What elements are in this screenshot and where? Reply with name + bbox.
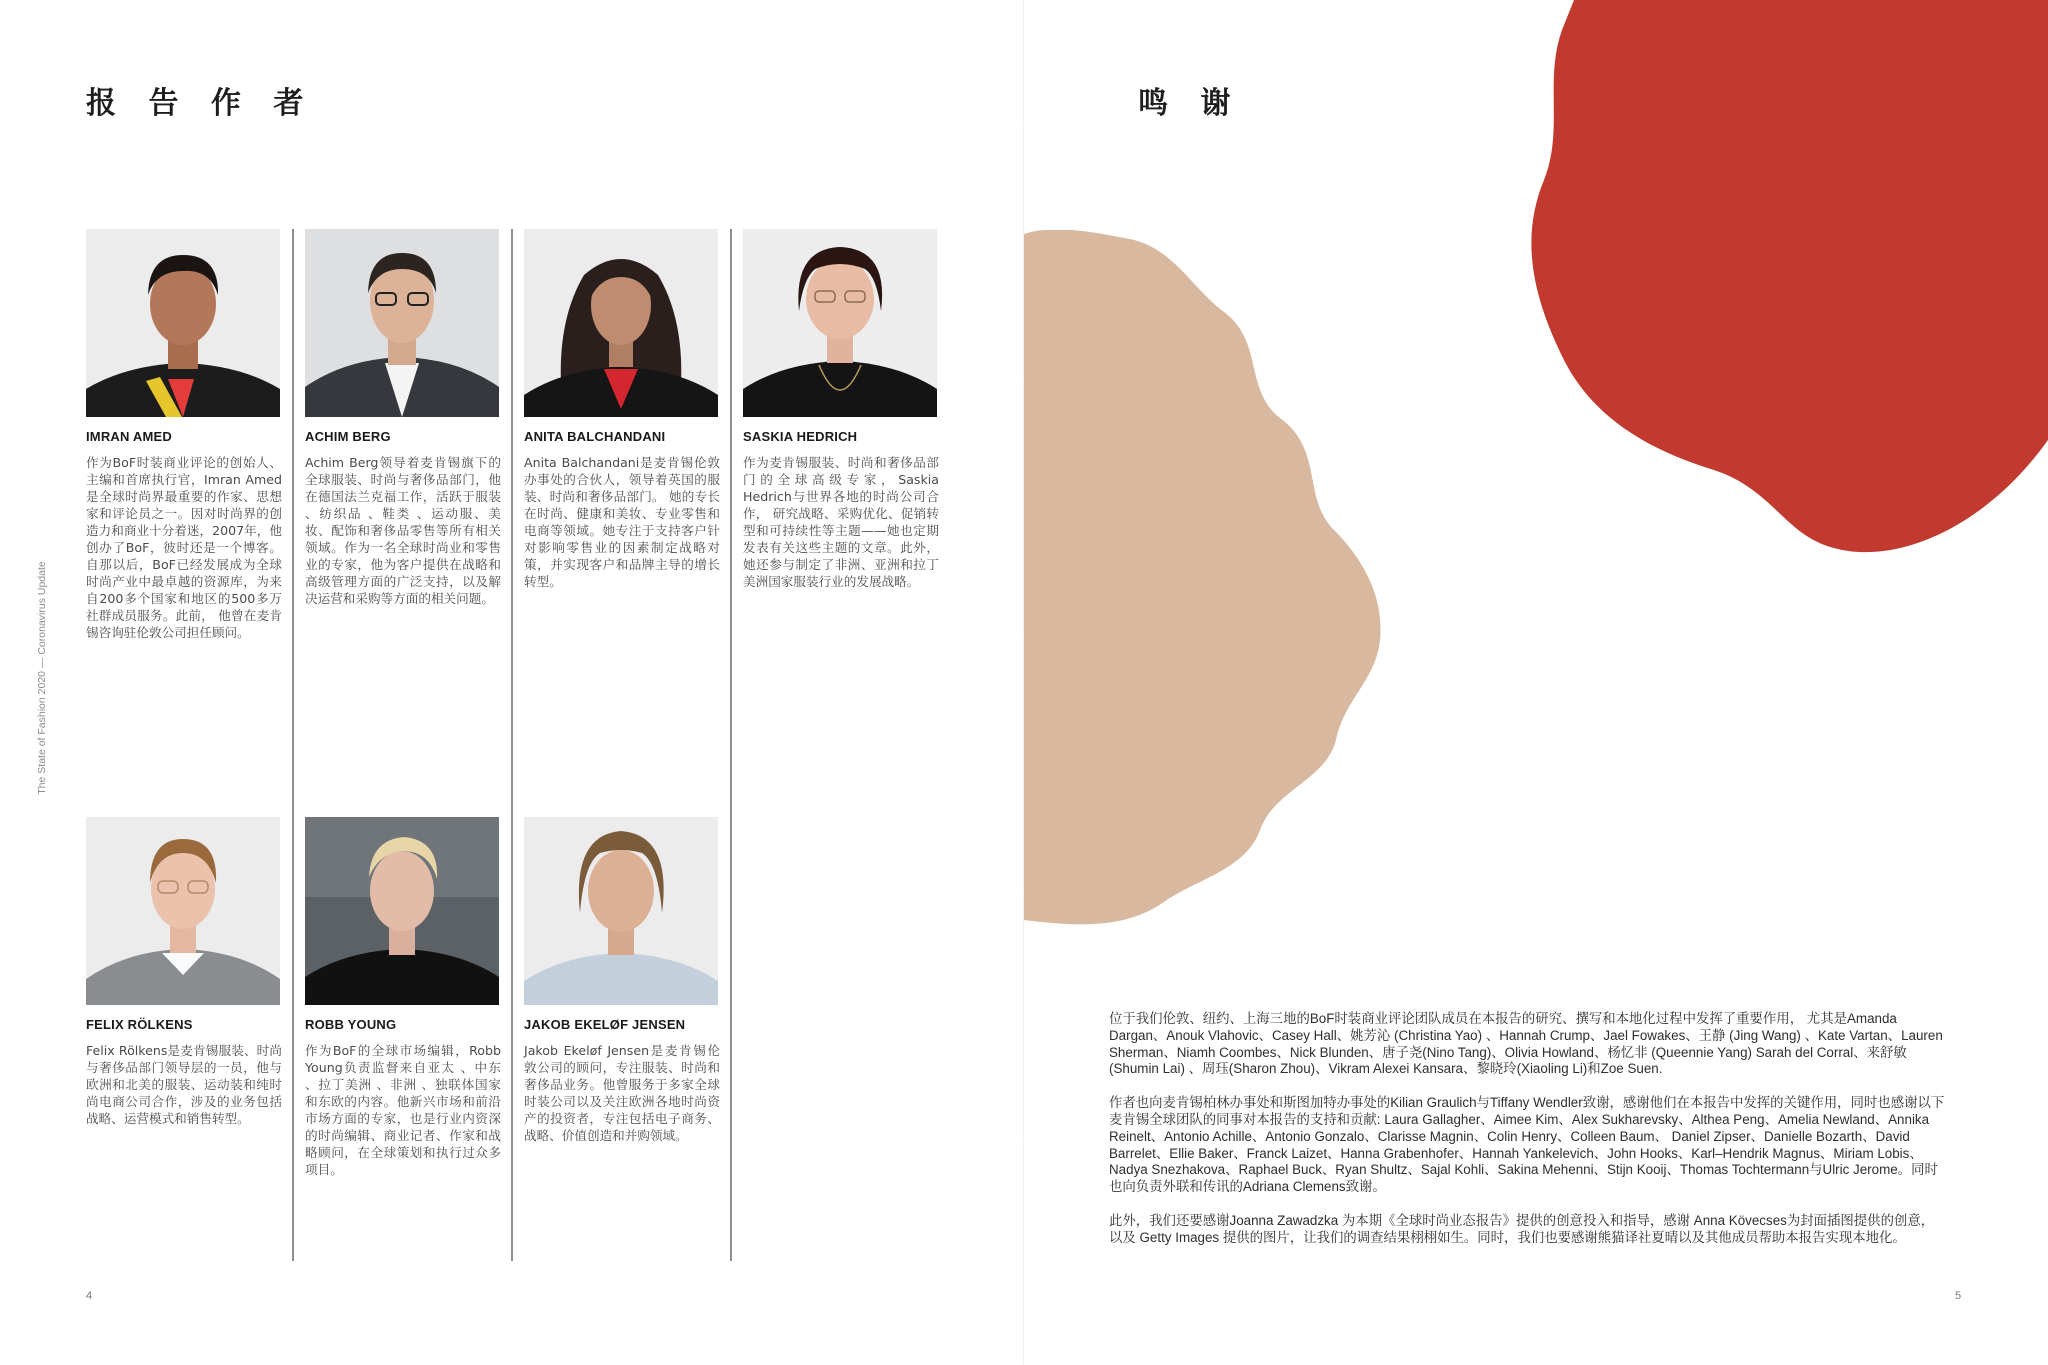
author-name: FELIX RÖLKENS [86, 1017, 193, 1032]
author-photo [86, 229, 280, 417]
acknowledgements-heading: 鸣 谢 [1138, 86, 1242, 121]
author-photo [743, 229, 937, 417]
author-card [86, 229, 282, 641]
acknowledgement-paragraph: 此外，我们还要感谢Joanna Zawadzka 为本期《全球时尚业态报告》提供的创意投入和指导，感谢 Anna Kövecses为封面插图提供的创意，以及 Getty Images 提供的图片，让我们的调查结果栩栩如生。同时，我们也要感谢熊猫译社夏晴以及其他成员帮助本报告实现本地化。 [1109, 1212, 1935, 1245]
acknowledgement-paragraph: 位于我们伦敦、纽约、上海三地的BoF时装商业评论团队成员在本报告的研究、撰写和本地化过程中发挥了重要作用， 尤其是Amanda Dargan、Anouk Vlahovic、Casey Hall、姚芳沁 (Christina Yao) 、Hannah Crump、Jael Fowakes、王静 (Jing Wang) 、Kate Vartan、Lauren Sherman、Niamh Coombes、Nick Blunden、唐子尧(Nino Tang)、Olivia Howland、杨忆非 (Queennie Yang) Sarah del Corral、来舒敏 (Shumin Lai) 、周珏(Sharon Zhou)、Vikram Alexei Kansara、黎晓玲(Xiaoling Li)和Zoe Suen. [1109, 1011, 1943, 1077]
author-name: ACHIM BERG [305, 429, 391, 444]
author-photo [86, 817, 280, 1005]
author-card [524, 229, 720, 590]
author-photo [305, 817, 499, 1005]
author-card [524, 817, 720, 1144]
author-name: SASKIA HEDRICH [743, 429, 858, 444]
author-card [86, 817, 282, 1127]
author-photo [305, 229, 499, 417]
author-bio: 作为BoF的全球市场编辑，Robb Young负责监督来自亚太 、中东 、拉丁美洲 、非洲 、独联体国家和东欧的内容。他新兴市场和前沿市场方面的专家，也是行业内资深的时尚编辑、商业记者、作家和战略顾问，在全球策划和执行过众多项目。 [305, 1043, 501, 1177]
author-name: ANITA BALCHANDANI [524, 429, 666, 444]
author-bio: Felix Rölkens是麦肯锡服装、时尚与奢侈品部门领导层的一员，他与欧洲和北美的服装、运动装和纯时尚电商公司合作，涉及的业务包括战略、运营模式和销售转型。 [86, 1043, 282, 1126]
author-card [743, 229, 939, 590]
red-blob-shape [1514, 0, 2048, 560]
acknowledgement-paragraph: 作者也向麦肯锡柏林办事处和斯图加特办事处的Kilian Graulich与Tiffany Wendler致谢，感谢他们在本报告中发挥的关键作用，同时也感谢以下麦肯锡全球团队的同事对本报告的支持和贡献: Laura Gallagher、Aimee Kim、Alex Sukharevsky、Althea Peng、Amelia Newland、Annika Reinelt、Antonio Achille、Antonio Gonzalo、Clarisse Magnin、Colin Henry、Colleen Baum、 Daniel Zipser、Danielle Bozarth、David Barrelet、Ellie Baker、Franck Laizet、Hanna Grabenhofer、Hannah Yankelevich、John Hooks、Karl–Hendrik Magnus、Miriam Lobis、Nadya Snezhakova、Raphael Buck、Ryan Shultz、Sajal Kohli、Sakina Mehenni、Stijn Kooij、Thomas Tochtermann与Ulric Jerome。同时也向负责外联和传讯的Adriana Clemens致谢。 [1109, 1095, 1945, 1195]
column-divider [292, 229, 294, 1261]
author-bio: Anita Balchandani是麦肯锡伦敦办事处的合伙人，领导着英国的服装、时尚和奢侈品部门。 她的专长在时尚、健康和美妆、专业零售和电商等领域。她专注于支持客户针对影响零售业的因素制定战略对策，并实现客户和品牌主导的增长转型。 [524, 455, 720, 589]
author-name: IMRAN AMED [86, 429, 173, 444]
page-number: 4 [86, 1290, 93, 1302]
author-bio: 作为BoF时装商业评论的创始人、主编和首席执行官，Imran Amed是全球时尚界最重要的作家、思想家和评论员之一。因对时尚界的创造力和商业十分着迷，2007年，他创办了BoF，彼时还是一个博客。自那以后，BoF已经发展成为全球时尚产业中最卓越的资源库，为来自200多个国家和地区的500多万社群成员服务。此前， 他曾在麦肯锡咨询驻伦敦公司担任顾问。 [86, 455, 282, 640]
author-card [305, 229, 501, 607]
author-name: JAKOB EKELØF JENSEN [524, 1017, 686, 1032]
beige-blob-shape [1024, 230, 1384, 930]
author-photo [524, 229, 718, 417]
right-page [1024, 0, 2048, 1365]
column-divider [511, 229, 513, 1261]
author-bio: 作为麦肯锡服装、时尚和奢侈品部门的全球高级专家，Saskia Hedrich与世界各地的时尚公司合作， 研究战略、采购优化、促销转型和可持续性等主题——她也定期发表有关这些主题的文章。此外，她还参与制定了非洲、亚洲和拉丁美洲国家服装行业的发展战略。 [743, 455, 939, 589]
page-number: 5 [1955, 1290, 1962, 1302]
author-photo [524, 817, 718, 1005]
author-name: ROBB YOUNG [305, 1017, 397, 1032]
author-bio: Achim Berg领导着麦肯锡旗下的全球服装、时尚与奢侈品部门，他在德国法兰克福工作，活跃于服装 、纺织品 、鞋类 、运动服、美妆、配饰和奢侈品零售等所有相关领域。作为一名全球时尚业和零售业的专家，他为客户提供在战略和高级管理方面的广泛支持，以及解决运营和采购等方面的相关问题。 [305, 455, 501, 606]
author-card [305, 817, 501, 1178]
authors-heading: 报 告 作 者 [86, 86, 315, 121]
report-side-label: The State of Fashion 2020 — Coronavirus Update [36, 561, 48, 795]
column-divider [730, 229, 732, 1261]
acknowledgements-body [1109, 1011, 1947, 1264]
author-bio: Jakob Ekeløf Jensen是麦肯锡伦敦公司的顾问，专注服装、时尚和奢侈品业务。他曾服务于多家全球时装公司以及关注欧洲各地时尚资产的投资者，专注包括电子商务、战略、价值创造和并购领域。 [524, 1043, 720, 1143]
